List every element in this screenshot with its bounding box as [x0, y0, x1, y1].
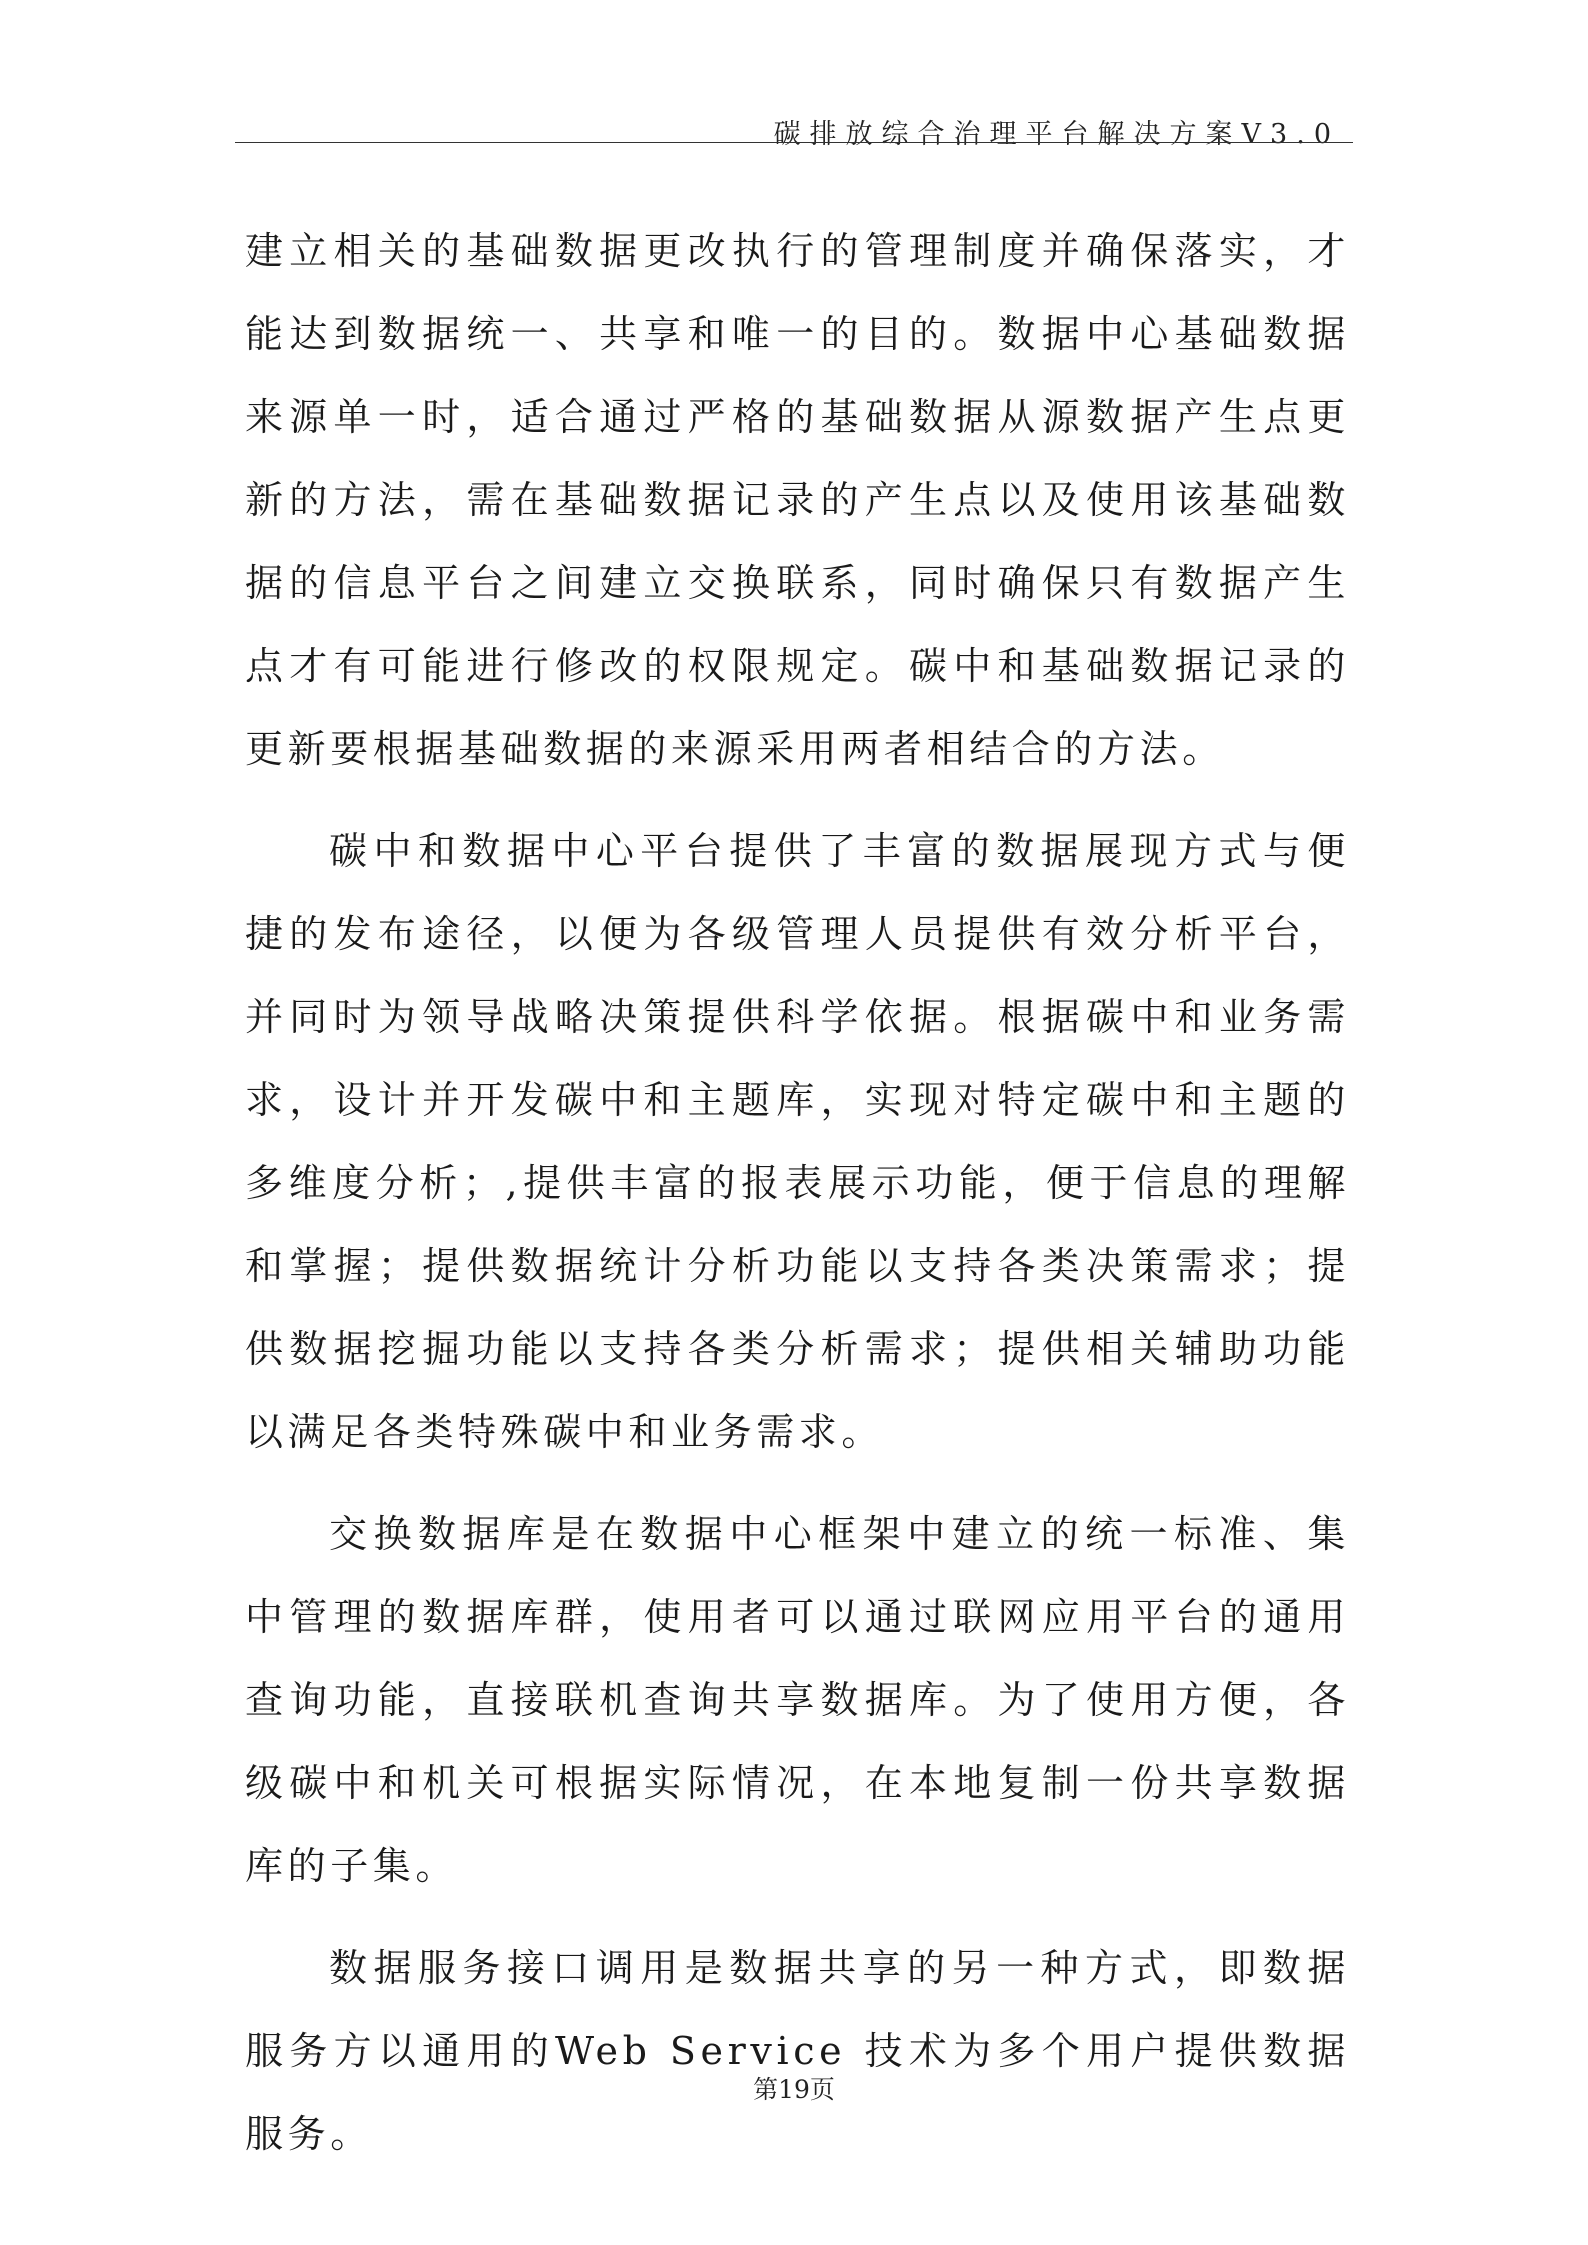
header-divider [235, 142, 1353, 143]
paragraph-base-data-maintenance: 建立相关的基础数据更改执行的管理制度并确保落实，才能达到数据统一、共享和唯一的目的。数据中心基础数据来源单一时，适合通过严格的基础数据从源数据产生点更新的方法，需在基础数据记录的产生点以及使用该基础数据的信息平台之间建立交换联系，同时确保只有数据产生点才有可能进行修改的权限规定。碳中和基础数据记录的更新要根据基础数据的来源采用两者相结合的方法。 [245, 229, 1350, 771]
document-body [245, 210, 1350, 2176]
page-number: 第19页 [753, 2075, 835, 2104]
paragraph-data-service-interface: 数据服务接口调用是数据共享的另一种方式，即数据服务方以通用的Web Service 技术为多个用户提供数据服务。 [245, 1946, 1350, 2156]
paragraph-exchange-database: 交换数据库是在数据中心框架中建立的统一标准、集中管理的数据库群，使用者可以通过联网应用平台的通用查询功能，直接联机查询共享数据库。为了使用方便，各级碳中和机关可根据实际情况，在本地复制一份共享数据库的子集。 [245, 1512, 1350, 1888]
document-header-title: 碳排放综合治理平台解决方案V3.0 [773, 119, 1340, 150]
paragraph-data-presentation: 碳中和数据中心平台提供了丰富的数据展现方式与便捷的发布途径，以便为各级管理人员提供有效分析平台，并同时为领导战略决策提供科学依据。根据碳中和业务需求，设计并开发碳中和主题库，实现对特定碳中和主题的多维度分析；,提供丰富的报表展示功能，便于信息的理解和掌握；提供数据统计分析功能以支持各类决策需求；提供数据挖掘功能以支持各类分析需求；提供相关辅助功能以满足各类特殊碳中和业务需求。 [245, 829, 1350, 1454]
